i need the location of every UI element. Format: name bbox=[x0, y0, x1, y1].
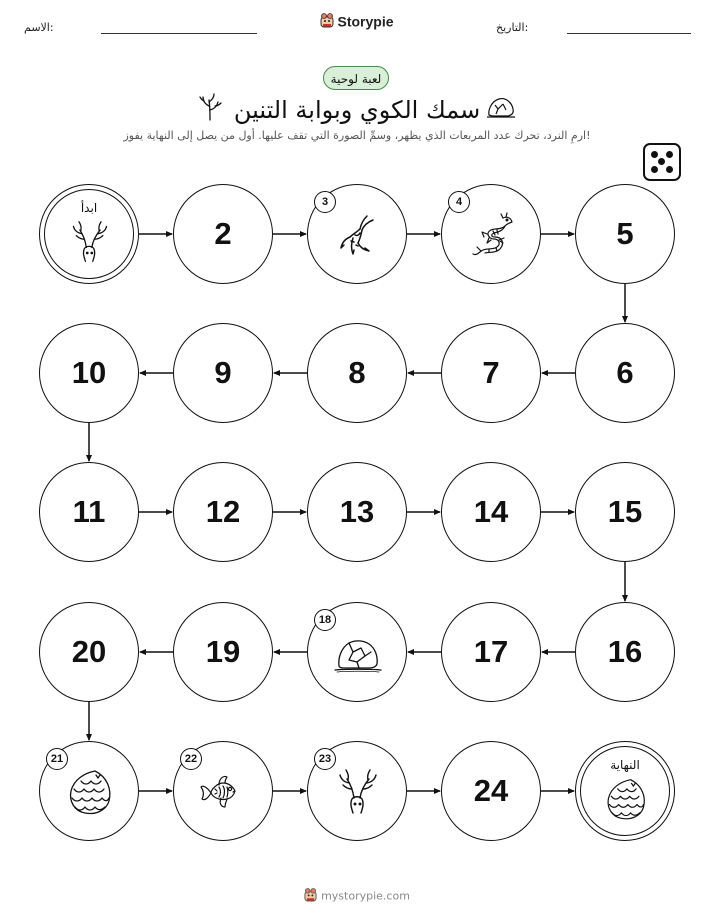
name-label: الاسم: bbox=[24, 21, 54, 34]
space-number: 19 bbox=[205, 634, 241, 669]
space-number: 14 bbox=[473, 494, 509, 529]
board-space-9 bbox=[173, 323, 273, 423]
board-space-5 bbox=[575, 184, 675, 284]
space-number: 12 bbox=[205, 494, 241, 529]
board-space-label: النهاية bbox=[610, 758, 640, 772]
space-number-badge: 22 bbox=[180, 748, 202, 770]
space-number-badge: 21 bbox=[46, 748, 68, 770]
board-space-17 bbox=[441, 602, 541, 702]
space-number: 17 bbox=[473, 634, 509, 669]
board-space-8 bbox=[307, 323, 407, 423]
fish-icon bbox=[199, 767, 249, 817]
dragon-icon bbox=[467, 210, 517, 260]
space-number: 5 bbox=[616, 216, 634, 251]
board-space-6 bbox=[575, 323, 675, 423]
space-number-badge: 18 bbox=[314, 609, 336, 631]
space-number-badge: 23 bbox=[314, 748, 336, 770]
space-number: 9 bbox=[214, 355, 232, 390]
board-space-20 bbox=[39, 602, 139, 702]
board-space-13 bbox=[307, 462, 407, 562]
brand-name: Storypie bbox=[337, 13, 394, 30]
antler-icon bbox=[333, 767, 383, 817]
space-number: 24 bbox=[473, 773, 509, 808]
footer-url[interactable]: mystorypie.com bbox=[321, 889, 410, 903]
board-space-19 bbox=[173, 602, 273, 702]
board-space-18 bbox=[307, 602, 407, 702]
footer bbox=[0, 887, 714, 905]
board-space-2 bbox=[173, 184, 273, 284]
board-space-14 bbox=[441, 462, 541, 562]
storypie-logo-icon bbox=[304, 887, 317, 905]
page-title: سمك الكوي وبوابة التنين bbox=[233, 96, 481, 124]
space-number: 10 bbox=[71, 355, 107, 390]
claw-icon bbox=[333, 210, 383, 260]
scale-icon bbox=[65, 767, 115, 817]
space-number: 11 bbox=[72, 494, 106, 529]
space-number: 13 bbox=[339, 494, 375, 529]
board-space-label: ابدأ bbox=[80, 201, 98, 215]
scale-icon bbox=[603, 776, 649, 822]
antler-icon bbox=[67, 219, 113, 265]
board-space-24 bbox=[441, 741, 541, 841]
space-number: 16 bbox=[607, 634, 643, 669]
rock-icon bbox=[333, 628, 383, 678]
board-space-12 bbox=[173, 462, 273, 562]
board-space-25 bbox=[575, 741, 675, 841]
space-number: 20 bbox=[71, 634, 107, 669]
space-number: 2 bbox=[214, 216, 232, 251]
space-number-badge: 4 bbox=[448, 191, 470, 213]
space-number: 6 bbox=[616, 355, 634, 390]
board-space-15 bbox=[575, 462, 675, 562]
board-space-11 bbox=[39, 462, 139, 562]
space-number: 15 bbox=[607, 494, 643, 529]
date-label: التاريخ: bbox=[496, 21, 529, 34]
board-space-23 bbox=[307, 741, 407, 841]
space-number-badge: 3 bbox=[314, 191, 336, 213]
board-space-21 bbox=[39, 741, 139, 841]
space-number: 7 bbox=[482, 355, 500, 390]
instructions: ارمِ النرد، تحرك عدد المربعات الذي يظهر، وسمِّ الصورة التي تقف عليها. أول من يصل إلى النهاية يفوز! bbox=[123, 129, 591, 142]
board-space-7 bbox=[441, 323, 541, 423]
board-space-1 bbox=[39, 184, 139, 284]
board-space-22 bbox=[173, 741, 273, 841]
board-space-4 bbox=[441, 184, 541, 284]
board-space-10 bbox=[39, 323, 139, 423]
board-space-16 bbox=[575, 602, 675, 702]
game-type-badge: لعبة لوحية bbox=[323, 66, 389, 90]
space-number: 8 bbox=[348, 355, 366, 390]
board-space-3 bbox=[307, 184, 407, 284]
